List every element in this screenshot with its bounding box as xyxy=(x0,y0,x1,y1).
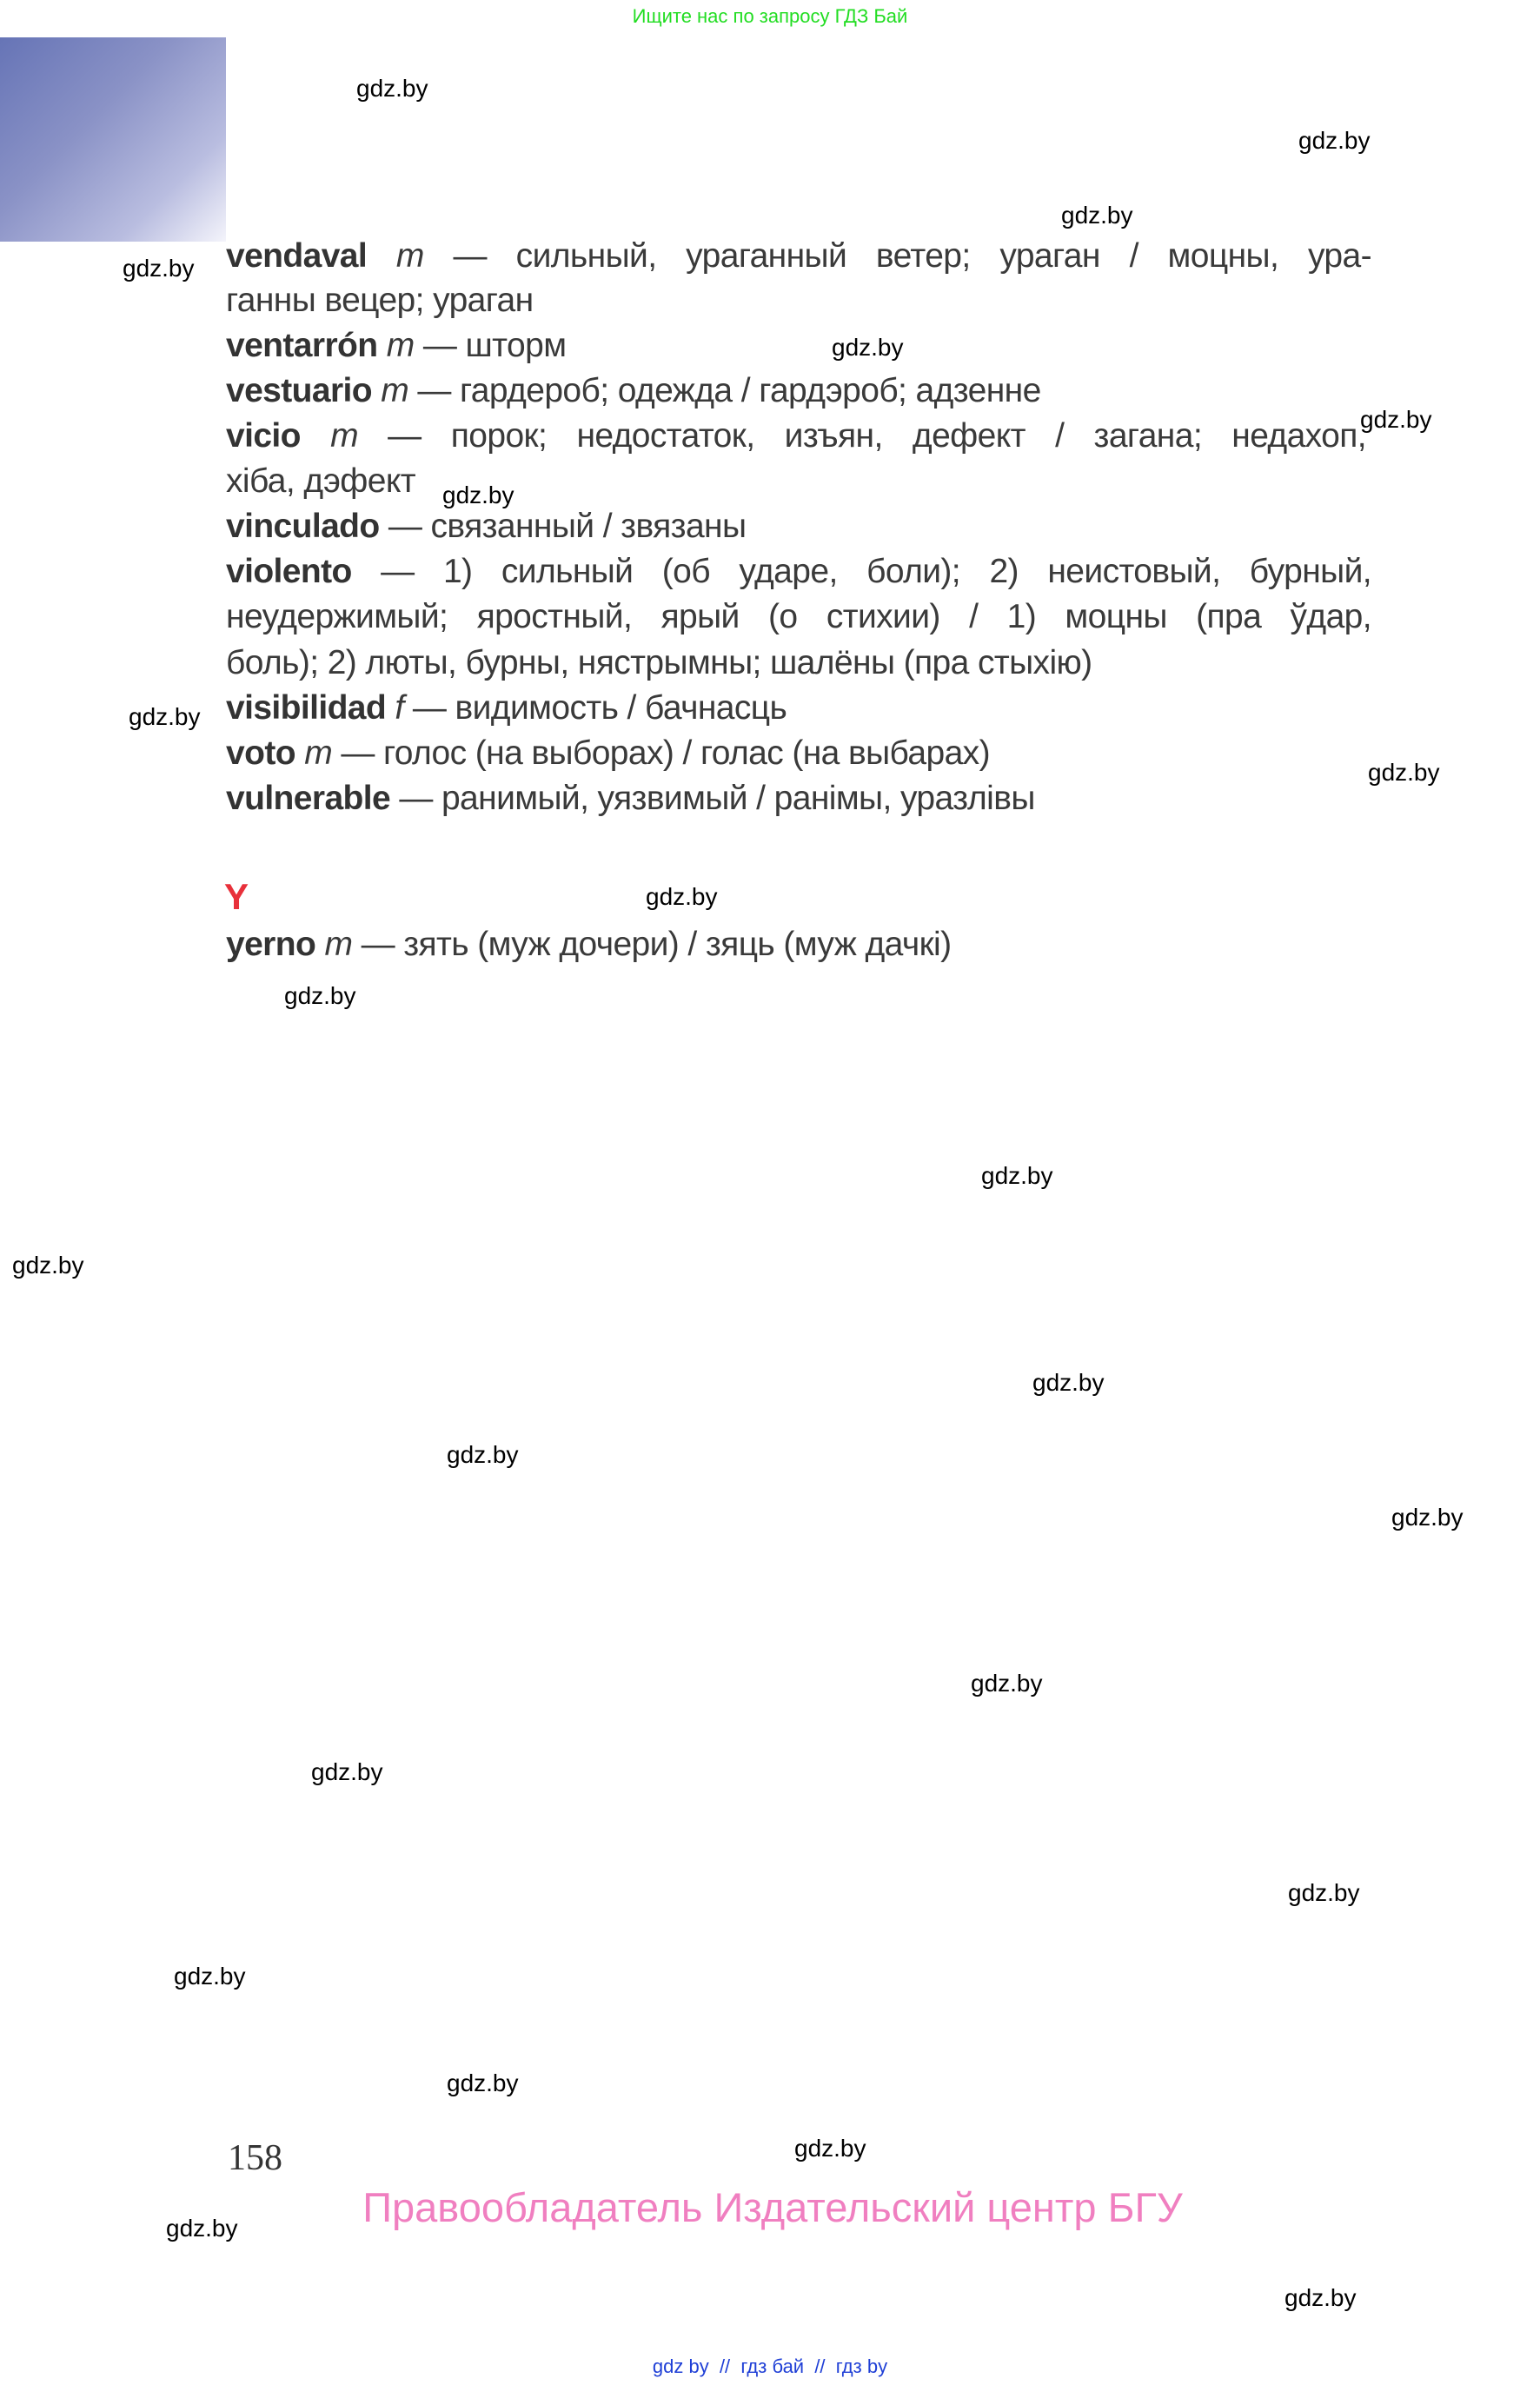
entry-vulnerable xyxy=(226,776,1371,821)
watermark: gdz.by xyxy=(284,982,356,1009)
headword: vestuario xyxy=(226,372,373,409)
gender-mark: m xyxy=(386,327,415,364)
watermark: gdz.by xyxy=(311,1758,383,1785)
watermark: gdz.by xyxy=(447,1441,519,1468)
copyright-notice: Правообладатель Издательский центр БГУ xyxy=(362,2184,1183,2230)
watermark: gdz.by xyxy=(646,883,718,910)
headword: yerno xyxy=(226,926,316,963)
gender-mark: m xyxy=(395,237,424,275)
headword: vicio xyxy=(226,417,301,455)
entry-vicio xyxy=(226,414,1366,459)
footer-links[interactable]: gdz by // гдз бай // гдз by xyxy=(652,2355,888,2377)
watermark: gdz.by xyxy=(447,2069,519,2096)
gender-mark: m xyxy=(304,734,333,772)
page-number: 158 xyxy=(228,2138,282,2178)
watermark: gdz.by xyxy=(123,255,195,282)
watermark: gdz.by xyxy=(356,75,428,102)
definition: — 1) сильный (об ударе, боли); 2) неистовый, бурный, xyxy=(351,553,1371,590)
watermark: gdz.by xyxy=(174,1963,246,1990)
entry-ventarron xyxy=(226,323,1371,369)
entry-voto xyxy=(226,731,1371,776)
top-banner: Ищите нас по запросу ГДЗ Бай xyxy=(632,5,908,27)
section-letter-y: Y xyxy=(224,876,249,917)
watermark: gdz.by xyxy=(832,334,904,361)
entry-violento-continued-2: боль); 2) люты, бурны, нястрымны; шалёны (пра стыхію) xyxy=(226,644,1092,681)
gender-mark: f xyxy=(395,689,404,727)
headword: visibilidad xyxy=(226,689,387,727)
definition: — порок; недостаток, изъян, дефект / загана; недахоп, xyxy=(357,417,1366,455)
entry-vicio-continued: хіба, дэфект xyxy=(226,462,416,500)
headword: vinculado xyxy=(226,508,380,545)
watermark: gdz.by xyxy=(1032,1369,1105,1396)
definition: — шторм xyxy=(414,327,567,364)
entry-yerno xyxy=(226,922,1371,967)
definition: — ранимый, уязвимый / ранімы, уразлівы xyxy=(390,780,1035,817)
gender-mark: m xyxy=(324,926,353,963)
watermark: gdz.by xyxy=(1298,127,1371,154)
entry-vinculado xyxy=(226,504,1371,549)
headword: violento xyxy=(226,553,352,590)
definition: — связанный / звязаны xyxy=(379,508,747,545)
headword: voto xyxy=(226,734,295,772)
definition: — видимость / бачнасць xyxy=(403,689,787,727)
watermark: gdz.by xyxy=(166,2215,238,2242)
watermark: gdz.by xyxy=(442,482,514,508)
watermark: gdz.by xyxy=(1061,202,1133,229)
watermark: gdz.by xyxy=(1360,406,1432,433)
watermark: gdz.by xyxy=(129,703,201,730)
watermark: gdz.by xyxy=(971,1670,1043,1697)
watermark: gdz.by xyxy=(1368,759,1440,786)
headword: ventarrón xyxy=(226,327,378,364)
watermark: gdz.by xyxy=(794,2135,866,2162)
definition: — голос (на выборах) / голас (на выбарах) xyxy=(332,734,990,772)
watermark: gdz.by xyxy=(981,1162,1053,1189)
headword: vulnerable xyxy=(226,780,391,817)
corner-gradient-block xyxy=(0,37,226,242)
watermark: gdz.by xyxy=(1391,1504,1464,1531)
watermark: gdz.by xyxy=(12,1252,84,1279)
entry-visibilidad xyxy=(226,686,1371,731)
entry-vendaval xyxy=(226,234,1371,279)
definition: — зять (муж дочери) / зяць (муж дачкі) xyxy=(352,926,952,963)
watermark: gdz.by xyxy=(1284,2284,1357,2311)
gender-mark: m xyxy=(330,417,358,455)
watermark: gdz.by xyxy=(1288,1879,1360,1906)
entry-violento xyxy=(226,549,1371,595)
definition: — сильный, ураганный ветер; ураган / моцны, ура- xyxy=(423,237,1371,275)
gender-mark: m xyxy=(381,372,409,409)
entry-vendaval-continued: ганны вецер; ураган xyxy=(226,282,534,319)
entry-vestuario xyxy=(226,369,1371,414)
headword: vendaval xyxy=(226,237,368,275)
entry-violento-continued-1: неудержимый; яростный, ярый (о стихии) / 1) моцны (пра ўдар, xyxy=(226,598,1371,635)
definition: — гардероб; одежда / гардэроб; адзенне xyxy=(408,372,1041,409)
